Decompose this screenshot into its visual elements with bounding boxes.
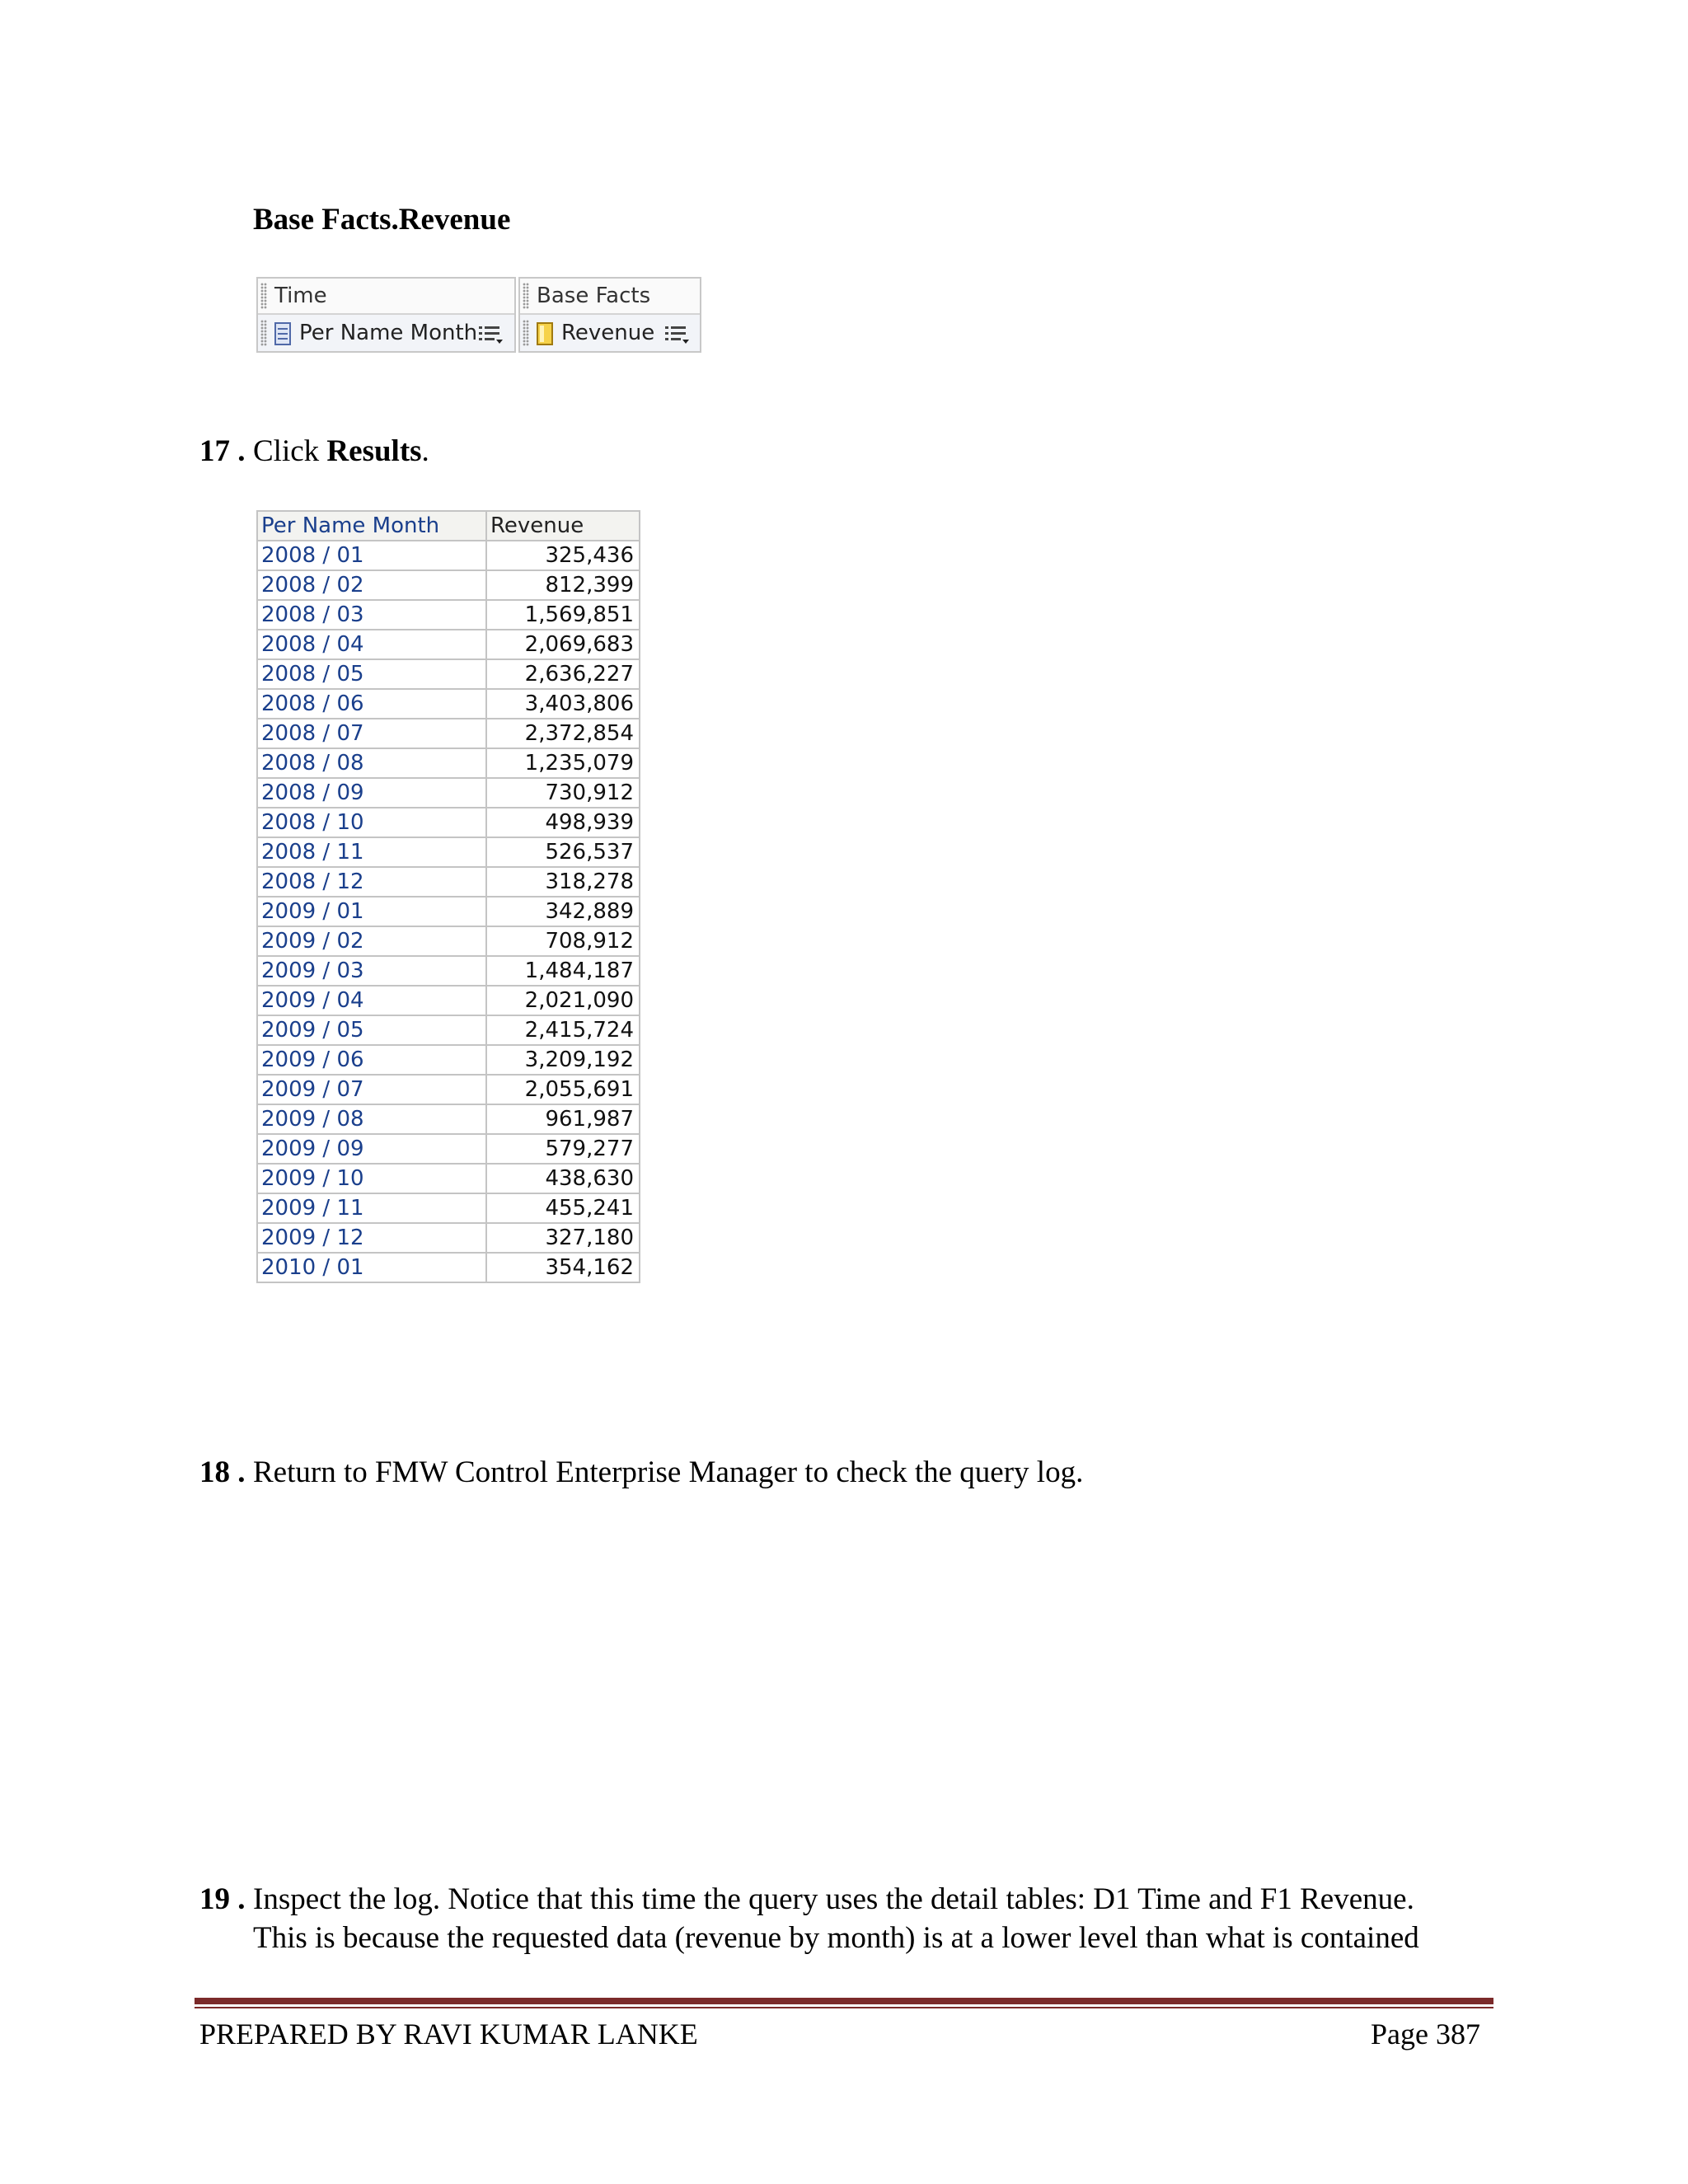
table-row xyxy=(257,897,640,926)
month-cell[interactable]: 2009 / 09 xyxy=(257,1134,486,1164)
drag-handle-icon[interactable] xyxy=(260,283,267,309)
table-row xyxy=(257,1075,640,1104)
section-heading: Base Facts.Revenue xyxy=(253,203,511,237)
table-row xyxy=(257,837,640,867)
month-cell[interactable]: 2008 / 07 xyxy=(257,719,486,748)
table-row xyxy=(257,956,640,986)
measure-column-icon xyxy=(537,322,553,345)
table-row xyxy=(257,1193,640,1223)
step-17 xyxy=(0,432,1688,471)
results-link-text: Results xyxy=(326,434,422,468)
column-options-icon[interactable] xyxy=(479,324,504,345)
month-cell[interactable]: 2009 / 11 xyxy=(257,1193,486,1223)
month-cell[interactable]: 2009 / 02 xyxy=(257,926,486,956)
table-row xyxy=(257,986,640,1015)
criteria-folder-label: Time xyxy=(274,284,327,308)
footer-divider-thin xyxy=(195,2007,1493,2008)
criteria-column-label: Per Name Month xyxy=(299,321,478,345)
revenue-cell: 1,235,079 xyxy=(486,748,640,778)
revenue-cell: 1,569,851 xyxy=(486,600,640,630)
step-text: Return to FMW Control Enterprise Manager to check the query log. xyxy=(253,1455,1084,1489)
criteria-folder-header xyxy=(520,279,700,315)
step-number: 18 . xyxy=(199,1455,246,1489)
month-cell[interactable]: 2008 / 02 xyxy=(257,570,486,600)
criteria-folder-label: Base Facts xyxy=(537,284,651,308)
month-cell[interactable]: 2009 / 01 xyxy=(257,897,486,926)
table-row xyxy=(257,1104,640,1134)
table-row xyxy=(257,778,640,808)
table-row xyxy=(257,541,640,570)
month-cell[interactable]: 2008 / 01 xyxy=(257,541,486,570)
month-cell[interactable]: 2009 / 07 xyxy=(257,1075,486,1104)
table-row xyxy=(257,808,640,837)
month-cell[interactable]: 2008 / 05 xyxy=(257,659,486,689)
revenue-cell: 2,636,227 xyxy=(486,659,640,689)
selected-columns-panel xyxy=(256,277,701,353)
criteria-column-body[interactable] xyxy=(520,315,700,351)
table-row xyxy=(257,1045,640,1075)
table-row xyxy=(257,600,640,630)
criteria-column-revenue[interactable] xyxy=(518,277,701,353)
month-cell[interactable]: 2008 / 09 xyxy=(257,778,486,808)
revenue-cell: 342,889 xyxy=(486,897,640,926)
table-row xyxy=(257,926,640,956)
month-cell[interactable]: 2009 / 03 xyxy=(257,956,486,986)
step-text xyxy=(253,432,429,471)
table-row xyxy=(257,1164,640,1193)
step-18 xyxy=(0,1453,1688,1493)
step-number: 19 . xyxy=(199,1882,246,1916)
table-row xyxy=(257,867,640,897)
month-cell[interactable]: 2008 / 10 xyxy=(257,808,486,837)
month-cell[interactable]: 2008 / 06 xyxy=(257,689,486,719)
month-cell[interactable]: 2008 / 12 xyxy=(257,867,486,897)
revenue-cell: 327,180 xyxy=(486,1223,640,1253)
table-row xyxy=(257,630,640,659)
month-cell[interactable]: 2008 / 04 xyxy=(257,630,486,659)
month-cell[interactable]: 2008 / 03 xyxy=(257,600,486,630)
table-row xyxy=(257,570,640,600)
revenue-cell: 2,021,090 xyxy=(486,986,640,1015)
table-row xyxy=(257,659,640,689)
table-row xyxy=(257,748,640,778)
table-row xyxy=(257,719,640,748)
revenue-cell: 438,630 xyxy=(486,1164,640,1193)
criteria-folder-header xyxy=(258,279,514,315)
revenue-cell: 3,403,806 xyxy=(486,689,640,719)
revenue-cell: 708,912 xyxy=(486,926,640,956)
drag-handle-icon[interactable] xyxy=(523,320,529,346)
table-header-row xyxy=(257,511,640,541)
step-text-post: . xyxy=(421,434,429,468)
revenue-cell: 455,241 xyxy=(486,1193,640,1223)
column-options-icon[interactable] xyxy=(665,324,690,345)
month-cell[interactable]: 2009 / 06 xyxy=(257,1045,486,1075)
column-header-revenue[interactable]: Revenue xyxy=(486,511,640,541)
step-19 xyxy=(0,1880,1688,1919)
results-table xyxy=(256,510,640,1283)
table-row xyxy=(257,1223,640,1253)
revenue-cell: 2,055,691 xyxy=(486,1075,640,1104)
criteria-column-label: Revenue xyxy=(561,321,655,345)
footer-author: PREPARED BY RAVI KUMAR LANKE xyxy=(199,2018,698,2050)
revenue-cell: 1,484,187 xyxy=(486,956,640,986)
month-cell[interactable]: 2010 / 01 xyxy=(257,1253,486,1282)
month-cell[interactable]: 2009 / 10 xyxy=(257,1164,486,1193)
table-row xyxy=(257,1253,640,1282)
revenue-cell: 730,912 xyxy=(486,778,640,808)
revenue-cell: 2,372,854 xyxy=(486,719,640,748)
revenue-cell: 961,987 xyxy=(486,1104,640,1134)
criteria-column-body[interactable] xyxy=(258,315,514,351)
revenue-cell: 526,537 xyxy=(486,837,640,867)
month-cell[interactable]: 2009 / 08 xyxy=(257,1104,486,1134)
step-number: 17 . xyxy=(199,434,246,468)
column-header-per-name-month[interactable]: Per Name Month xyxy=(257,511,486,541)
step-text-line-1: Inspect the log. Notice that this time the query uses the detail tables: D1 Time and F1 Revenue. xyxy=(253,1882,1414,1916)
revenue-cell: 498,939 xyxy=(486,808,640,837)
results-table-body xyxy=(257,541,640,1282)
revenue-cell: 579,277 xyxy=(486,1134,640,1164)
footer-divider xyxy=(195,1998,1493,2004)
step-text-line-2: This is because the requested data (revenue by month) is at a lower level than what is contained xyxy=(253,1921,1419,1955)
month-cell[interactable]: 2009 / 12 xyxy=(257,1223,486,1253)
table-row xyxy=(257,1015,640,1045)
step-text-pre: Click xyxy=(253,434,327,468)
month-cell[interactable]: 2009 / 04 xyxy=(257,986,486,1015)
month-cell[interactable]: 2008 / 08 xyxy=(257,748,486,778)
revenue-cell: 318,278 xyxy=(486,867,640,897)
revenue-cell: 2,069,683 xyxy=(486,630,640,659)
revenue-cell: 2,415,724 xyxy=(486,1015,640,1045)
revenue-cell: 3,209,192 xyxy=(486,1045,640,1075)
drag-handle-icon[interactable] xyxy=(523,283,529,309)
revenue-cell: 325,436 xyxy=(486,541,640,570)
page-number: Page 387 xyxy=(1371,2018,1480,2050)
month-cell[interactable]: 2008 / 11 xyxy=(257,837,486,867)
revenue-cell: 812,399 xyxy=(486,570,640,600)
table-row xyxy=(257,1134,640,1164)
drag-handle-icon[interactable] xyxy=(260,320,267,346)
criteria-column-time[interactable] xyxy=(256,277,516,353)
table-row xyxy=(257,689,640,719)
revenue-cell: 354,162 xyxy=(486,1253,640,1282)
step-19-continued xyxy=(0,1919,1688,1958)
attribute-column-icon xyxy=(274,322,291,345)
month-cell[interactable]: 2009 / 05 xyxy=(257,1015,486,1045)
